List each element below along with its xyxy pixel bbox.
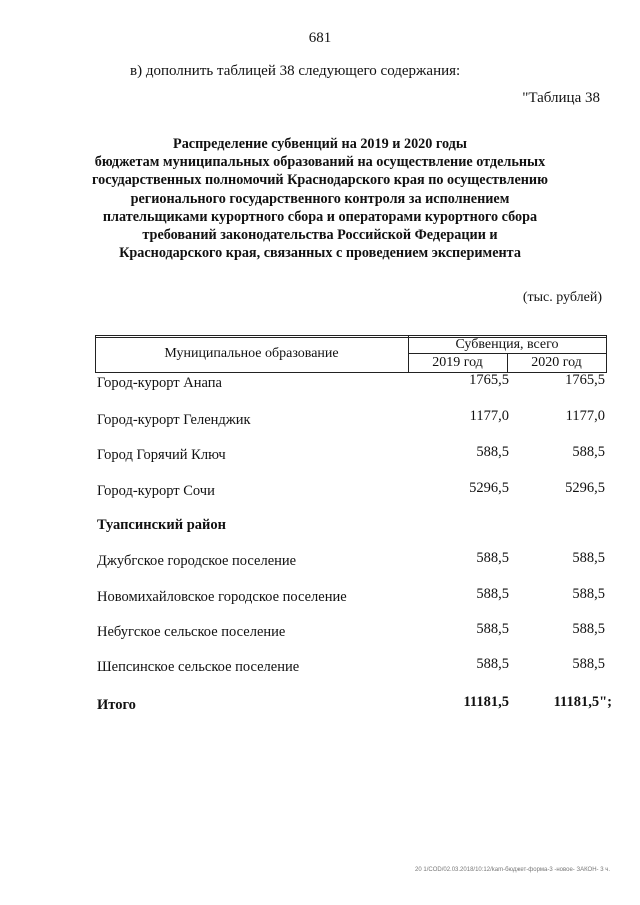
- row-value-2019: 1177,0: [469, 408, 509, 424]
- row-value-2019: 5296,5: [469, 480, 509, 496]
- row-value-2019: 588,5: [476, 444, 509, 460]
- row-name: Туапсинский район: [97, 517, 226, 533]
- header-municipal: Муниципальное образование: [164, 346, 339, 361]
- row-value-2019: 588,5: [476, 621, 509, 637]
- header-bottom-border: [95, 372, 607, 373]
- row-value-2019: 588,5: [476, 656, 509, 672]
- row-name: Шепсинское сельское поселение: [97, 659, 300, 675]
- row-value-2019: 588,5: [476, 550, 509, 566]
- row-name: Город-курорт Анапа: [97, 375, 222, 391]
- row-value-2020: 588,5: [572, 444, 605, 460]
- table-title: [70, 135, 570, 262]
- header-top-border: [95, 335, 607, 336]
- title-line: плательщиками курортного сбора и операторами курортного сбора: [102, 208, 538, 225]
- header-year-2019: 2019 год: [432, 355, 483, 370]
- row-name: Джубгское городское поселение: [97, 553, 297, 569]
- title-line: Краснодарского края, связанных с проведением эксперимента: [119, 245, 521, 262]
- row-name: Город-курорт Сочи: [97, 483, 215, 499]
- row-name: Небугское сельское поселение: [97, 624, 286, 640]
- row-name: Город-курорт Геленджик: [97, 412, 251, 428]
- row-value-2020: 588,5: [572, 621, 605, 637]
- row-value-2020: 1765,5: [565, 372, 605, 388]
- row-value-2019: 588,5: [476, 586, 509, 602]
- page-number: 681: [308, 30, 332, 46]
- row-value-2020: 588,5: [572, 586, 605, 602]
- total-label: Итого: [97, 697, 136, 713]
- table-reference: "Таблица 38: [522, 90, 600, 106]
- header-subvention: Субвенция, всего: [455, 337, 559, 352]
- total-2020: 11181,5";: [553, 694, 612, 710]
- title-line: требований законодательства Российской Федерации и: [142, 227, 498, 244]
- row-value-2020: 588,5: [572, 550, 605, 566]
- row-name: Новомихайловское городское поселение: [97, 589, 347, 605]
- intro-text: в) дополнить таблицей 38 следующего содержания:: [130, 63, 461, 79]
- total-2019: 11181,5: [463, 694, 509, 710]
- document-footer-code: 20 1/COD/02.03.2018/10:12/kam-бюджет-форма-3 -новое- ЗАКОН- 3 ч.: [415, 867, 610, 873]
- title-line: государственных полномочий Краснодарского края по осуществлению: [92, 172, 548, 189]
- row-value-2020: 588,5: [572, 656, 605, 672]
- header-year-2020: 2020 год: [531, 355, 582, 370]
- header-right-border: [606, 335, 607, 373]
- title-line: бюджетам муниципальных образований на осуществление отдельных: [94, 154, 546, 171]
- row-name: Город Горячий Ключ: [97, 447, 226, 463]
- row-value-2020: 1177,0: [565, 408, 605, 424]
- row-value-2020: 5296,5: [565, 480, 605, 496]
- units-label: (тыс. рублей): [522, 290, 602, 305]
- title-line: регионального государственного контроля за исполнением: [130, 190, 510, 207]
- title-line: Распределение субвенций на 2019 и 2020 годы: [173, 136, 467, 152]
- row-value-2019: 1765,5: [469, 372, 509, 388]
